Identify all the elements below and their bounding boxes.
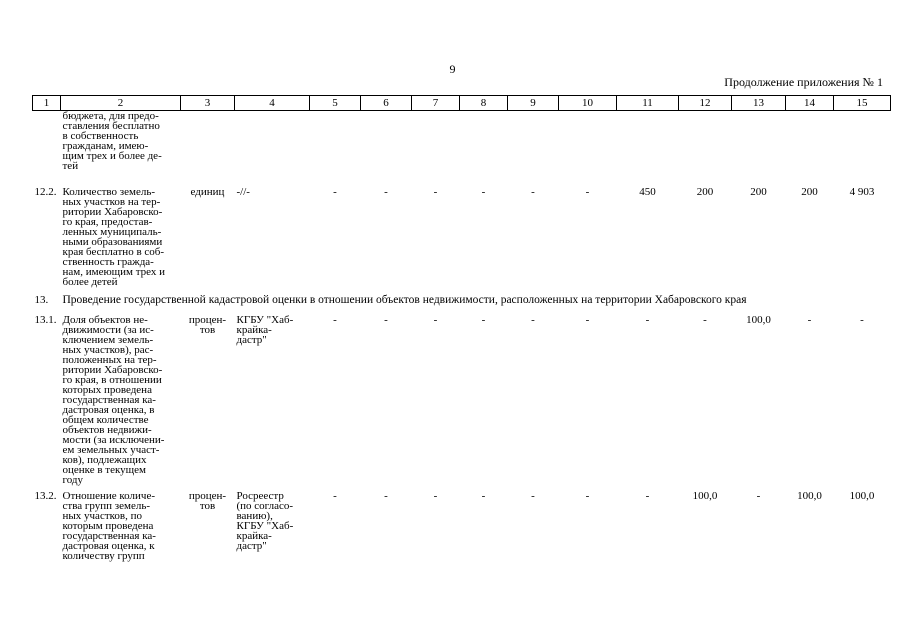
indicator-name-line: ков), подлежащих <box>62 454 147 466</box>
indicator-name <box>61 491 181 567</box>
value-col-11 <box>617 111 679 178</box>
value-col-11: - <box>645 490 650 502</box>
indicator-name-line: ных участков), рас- <box>62 344 154 356</box>
value-col-12 <box>679 111 732 178</box>
indicator-name-line: нам, имеющим трех и <box>62 266 166 278</box>
indicator-name-line: оценке в текущем <box>62 464 146 476</box>
value-col-10: - <box>585 186 590 198</box>
header-col-2: 2 <box>61 96 181 111</box>
header-col-3: 3 <box>181 96 235 111</box>
row-number: 13.2. <box>34 490 57 502</box>
value-col-9 <box>508 111 559 178</box>
indicator-name-line: в собственность <box>62 130 139 142</box>
indicator-name-line: государственная ка- <box>62 530 156 542</box>
header-col-7: 7 <box>412 96 460 111</box>
value-col-10: - <box>585 314 590 326</box>
indicator-name-line: ных участков, по <box>62 510 142 522</box>
header-col-11: 11 <box>617 96 679 111</box>
value-col-13: - <box>756 490 761 502</box>
value-col-8 <box>460 111 508 178</box>
responsible-executor-line: дастр" <box>236 334 267 346</box>
value-col-12: 200 <box>696 186 714 198</box>
value-col-11: - <box>645 314 650 326</box>
indicators-table <box>32 95 891 567</box>
indicator-name <box>61 177 181 293</box>
indicator-name-line: государственная ка- <box>62 394 156 406</box>
section-row <box>33 293 891 315</box>
row-number <box>33 111 61 178</box>
value-col-8: - <box>481 186 486 198</box>
value-col-5: - <box>333 186 337 198</box>
section-title: Проведение государственной кадастровой оценки в отношении объектов недвижимости, расположенных на территории Хабаровского края <box>62 294 747 306</box>
value-col-9: - <box>531 490 535 502</box>
table-row <box>33 491 891 567</box>
indicator-name-line: Отношение количе- <box>62 490 155 502</box>
indicator-name-line: дастровая оценка, в <box>62 404 155 416</box>
indicator-name-line: щим трех и более де- <box>62 150 162 162</box>
indicator-name-line: ными образованиями <box>62 236 163 248</box>
value-col-6: - <box>384 490 388 502</box>
value-col-6: - <box>384 186 388 198</box>
indicator-name-line: которых проведена <box>62 384 152 396</box>
indicator-name-line: ключением земель- <box>62 334 154 346</box>
value-col-5: - <box>333 490 337 502</box>
value-col-14 <box>786 111 834 178</box>
value-col-13: 200 <box>750 186 767 198</box>
responsible-executor-line: -//- <box>236 186 250 198</box>
unit-of-measure-line: единиц <box>190 186 225 198</box>
indicator-name-line: го края, предостав- <box>62 216 153 228</box>
indicator-name-line: ства групп земель- <box>62 500 151 512</box>
indicator-name-line: году <box>62 474 84 486</box>
indicator-name-line: дастровая оценка, к <box>62 540 155 552</box>
value-col-8: - <box>481 490 486 502</box>
unit-of-measure-line: процен- <box>188 314 227 326</box>
value-col-7: - <box>433 186 438 198</box>
indicator-name-line: количеству групп <box>62 550 145 562</box>
indicator-name <box>61 111 181 178</box>
indicator-name-line: которым проведена <box>62 520 154 532</box>
indicator-name-line: объектов недвижи- <box>62 424 152 436</box>
table-row <box>33 315 891 491</box>
indicator-name-line: го края, в отношении <box>62 374 162 386</box>
indicator-name-line: движимости (за ис- <box>62 324 154 336</box>
unit-of-measure-line: процен- <box>188 490 227 502</box>
value-col-7 <box>412 111 460 178</box>
header-col-4: 4 <box>235 96 310 111</box>
responsible-executor-line: ванию), <box>236 510 273 522</box>
responsible-executor-line: крайка- <box>236 530 272 542</box>
value-col-7: - <box>433 490 438 502</box>
indicator-name-line: ленных муниципаль- <box>62 226 162 238</box>
responsible-executor <box>235 491 310 567</box>
header-col-14: 14 <box>786 96 834 111</box>
indicator-name-line: положенных на тер- <box>62 354 157 366</box>
value-col-15: - <box>860 314 864 326</box>
header-col-6: 6 <box>361 96 412 111</box>
unit-of-measure <box>181 177 235 293</box>
indicator-name-line: ных участков на тер- <box>62 196 161 208</box>
table-body <box>33 111 891 568</box>
indicator-name-line: бюджета, для предо- <box>62 110 159 122</box>
value-col-10 <box>559 111 617 178</box>
header-col-12: 12 <box>679 96 732 111</box>
value-col-9: - <box>531 186 535 198</box>
unit-of-measure <box>181 315 235 491</box>
indicator-name-line: Количество земель- <box>62 186 156 198</box>
responsible-executor <box>235 315 310 491</box>
header-col-10: 10 <box>559 96 617 111</box>
header-col-15: 15 <box>834 96 891 111</box>
responsible-executor <box>235 111 310 178</box>
value-col-5: - <box>333 314 337 326</box>
header-col-9: 9 <box>508 96 559 111</box>
indicator-name-line: ритории Хабаровско- <box>62 364 163 376</box>
responsible-executor-line: дастр" <box>236 540 267 552</box>
value-col-14: - <box>807 314 812 326</box>
indicator-name-line: ственность гражда- <box>62 256 154 268</box>
indicator-name-line: ритории Хабаровско- <box>62 206 163 218</box>
value-col-9: - <box>531 314 535 326</box>
value-col-14: 200 <box>801 186 818 198</box>
row-number: 13.1. <box>34 314 57 326</box>
value-col-6: - <box>384 314 388 326</box>
header-col-5: 5 <box>310 96 361 111</box>
value-col-12: 100,0 <box>692 490 718 502</box>
section-number: 13. <box>34 294 49 306</box>
header-col-13: 13 <box>732 96 786 111</box>
unit-of-measure <box>181 111 235 178</box>
value-col-15: 4 903 <box>849 186 875 198</box>
indicator-name-line: тей <box>62 160 79 172</box>
responsible-executor-line: (по согласо- <box>236 500 294 512</box>
responsible-executor-line: КГБУ "Хаб- <box>236 520 294 532</box>
value-col-5 <box>310 111 361 178</box>
table-row <box>33 177 891 293</box>
header-col-8: 8 <box>460 96 508 111</box>
appendix-continuation-label: Продолжение приложения № 1 <box>724 75 883 89</box>
indicator-name-line: ставления бесплатно <box>62 120 160 132</box>
indicator-name-line: более детей <box>62 276 118 288</box>
value-col-15: 100,0 <box>849 490 875 502</box>
value-col-6 <box>361 111 412 178</box>
page-number: 9 <box>449 62 456 76</box>
value-col-12: - <box>703 314 707 326</box>
header-col-1: 1 <box>33 96 61 111</box>
responsible-executor-line: Росреестр <box>236 490 284 502</box>
value-col-15 <box>834 111 891 178</box>
unit-of-measure <box>181 491 235 567</box>
indicator-name <box>61 315 181 491</box>
value-col-10: - <box>585 490 590 502</box>
indicator-name-line: общем количестве <box>62 414 149 426</box>
indicator-name-line: края бесплатно в соб- <box>62 246 165 258</box>
value-col-8: - <box>481 314 486 326</box>
value-col-7: - <box>433 314 438 326</box>
value-col-13 <box>732 111 786 178</box>
table-header-row <box>33 96 891 111</box>
responsible-executor-line: КГБУ "Хаб- <box>236 314 294 326</box>
indicator-name-line: ем земельных участ- <box>62 444 160 456</box>
indicator-name-line: мости (за исключени- <box>62 434 165 446</box>
table-row <box>33 111 891 178</box>
unit-of-measure-line: тов <box>199 500 216 512</box>
responsible-executor <box>235 177 310 293</box>
row-number: 12.2. <box>34 186 57 198</box>
responsible-executor-line: крайка- <box>236 324 272 336</box>
value-col-13: 100,0 <box>746 314 771 326</box>
indicator-name-line: гражданам, имею- <box>62 140 149 152</box>
value-col-11: 450 <box>639 186 656 198</box>
value-col-14: 100,0 <box>797 490 822 502</box>
indicator-name-line: Доля объектов не- <box>62 314 148 326</box>
unit-of-measure-line: тов <box>199 324 216 336</box>
